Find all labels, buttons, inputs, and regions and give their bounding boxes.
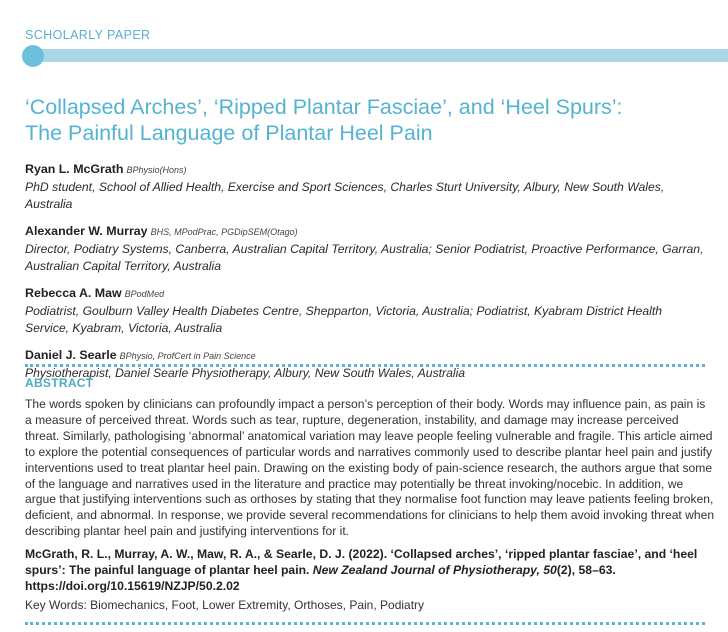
section-label: SCHOLARLY PAPER xyxy=(25,28,151,42)
divider-top xyxy=(25,364,705,367)
author-credentials: BPhysio(Hons) xyxy=(126,165,187,175)
author-name: Rebecca A. Maw xyxy=(25,286,122,300)
keywords: Key Words: Biomechanics, Foot, Lower Extremity, Orthoses, Pain, Podiatry xyxy=(25,598,425,612)
author-name: Ryan L. McGrath xyxy=(25,162,124,176)
citation-journal: New Zealand Journal of Physiotherapy, 50 xyxy=(312,563,557,577)
header-bar-dot xyxy=(22,45,44,67)
paper-title-line-2: The Painful Language of Plantar Heel Pain xyxy=(25,121,433,145)
author-name: Daniel J. Searle xyxy=(25,348,117,362)
author-entry xyxy=(25,222,705,275)
abstract-body: The words spoken by clinicians can profoundly impact a person’s perception of their body. Words may influence pain, as pain is a measure of perceived threat. Words such as tear, rupture, degeneration, instability, and damage may increase perceived threat. Similarly, pathologising ‘abnormal’ anatomical variation may leave people feeling vulnerable and fragile. This article aimed to explore the potential consequences of particular words and narratives commonly used to describe plantar heel pain and justify interventions used to treat plantar heel pain. Drawing on the existing body of pain-science research, the authors argue that some of the language and narratives used in the literature and practice may potentially be threat invoking/nocebic. In addition, we argue that justifying interventions such as orthoses by stating that they normalise foot function may leave patients feeling broken, deficient, and abnormal. In response, we provide several recommendations for clinicians to help them avoid invoking threat when describing plantar heel pain and justifying interventions for it. xyxy=(25,397,715,539)
author-list xyxy=(25,160,705,391)
author-name: Alexander W. Murray xyxy=(25,224,148,238)
divider-bottom xyxy=(25,622,705,625)
author-affiliation: Director, Podiatry Systems, Canberra, Australian Capital Territory, Australia; Senior Podiatrist, Proactive Performance, Garran, Australian Capital Territory, Australia xyxy=(25,242,704,273)
author-affiliation: Podiatrist, Goulburn Valley Health Diabetes Centre, Shepparton, Victoria, Australia; Podiatrist, Kyabram District Health Service, Kyabram, Victoria, Australia xyxy=(25,304,662,335)
abstract-heading: ABSTRACT xyxy=(25,376,94,390)
citation xyxy=(25,546,705,594)
header-bar xyxy=(22,49,728,63)
citation-doi: (2), 58–63. https://doi.org/10.15619/NZJP/50.2.02 xyxy=(25,563,616,593)
author-entry xyxy=(25,284,705,337)
author-credentials: BPhysio, ProfCert in Pain Science xyxy=(119,351,256,361)
paper-title xyxy=(25,94,705,146)
author-entry xyxy=(25,160,705,213)
author-affiliation: Physiotherapist, Daniel Searle Physiotherapy, Albury, New South Wales, Australia xyxy=(25,366,466,380)
header-bar-line xyxy=(33,49,728,62)
citation-authors-title: McGrath, R. L., Murray, A. W., Maw, R. A., & Searle, D. J. (2022). ‘Collapsed arches’, ‘ripped plantar fasciae’, and ‘heel spurs’: The painful language of plantar heel pain. xyxy=(25,547,698,577)
author-credentials: BHS, MPodPrac, PGDipSEM(Otago) xyxy=(150,227,298,237)
author-credentials: BPodMed xyxy=(124,289,165,299)
paper-title-line-1: ‘Collapsed Arches’, ‘Ripped Plantar Fasciae’, and ‘Heel Spurs’: xyxy=(25,95,623,119)
author-affiliation: PhD student, School of Allied Health, Exercise and Sport Sciences, Charles Sturt University, Albury, New South Wales, Australia xyxy=(25,180,665,211)
